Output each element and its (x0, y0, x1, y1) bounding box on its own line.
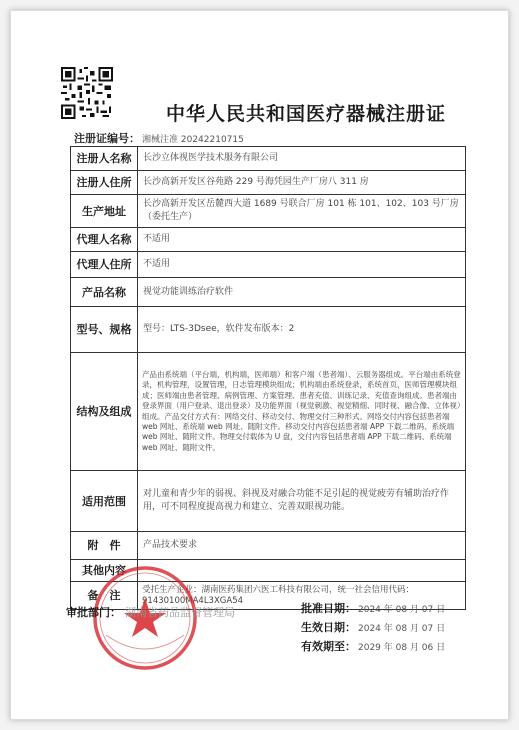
row-label: 注册人住所 (71, 171, 138, 195)
expiry-date-value: 2029 年 08 月 06 日 (358, 643, 446, 653)
certificate-dates (301, 600, 445, 657)
row-value: 长沙高新开发区岳麓西大道 1689 号联合厂房 101 栋 101、102、103 号厂房（委托生产） (138, 195, 466, 228)
row-label: 适用范围 (71, 471, 138, 532)
approval-department-label: 审批部门： (66, 606, 121, 619)
approval-department-value: 湖南省药品监督管理局 (125, 606, 235, 619)
row-value: 对儿童和青少年的弱视、斜视及对融合功能不足引起的视觉疲劳有辅助治疗作用，可不同程度提高视力和建立、完善双眼视功能。 (138, 471, 466, 532)
table-row (71, 471, 466, 532)
row-label: 产品名称 (71, 278, 138, 307)
certificate-title: 中华人民共和国医疗器械注册证 (165, 103, 446, 125)
row-label: 型号、规格 (71, 307, 138, 353)
row-label: 结构及组成 (71, 353, 138, 471)
row-label: 其他内容 (71, 560, 138, 582)
table-row (71, 307, 466, 353)
approval-date-label: 批准日期： (301, 602, 356, 615)
row-label: 代理人住所 (71, 252, 138, 278)
row-value: 长沙立体视医学技术服务有限公司 (138, 147, 466, 171)
row-value: 不适用 (138, 228, 466, 252)
registration-number-value: 湘械注准 20242210715 (142, 135, 244, 145)
table-row (71, 278, 466, 307)
row-label: 备 注 (71, 582, 138, 610)
row-label: 附 件 (71, 532, 138, 560)
row-value: 产品技术要求 (138, 532, 466, 560)
table-row (71, 228, 466, 252)
expiry-date (301, 638, 445, 657)
row-label: 代理人名称 (71, 228, 138, 252)
approval-date (301, 600, 445, 619)
registration-number (74, 130, 244, 146)
row-value: 型号：LTS-3Dsee，软件发布版本：2 (138, 307, 466, 353)
row-label: 生产地址 (71, 195, 138, 228)
effective-date-label: 生效日期： (301, 621, 356, 634)
row-value: 受托生产企业：湖南医药集团六医工科技有限公司，统一社会信用代码：91430100MA4L3XGA54 (138, 582, 466, 610)
row-value: 视觉功能训练治疗软件 (138, 278, 466, 307)
certificate-table (70, 146, 466, 610)
row-label: 注册人名称 (71, 147, 138, 171)
table-row (71, 147, 466, 171)
table-row (71, 252, 466, 278)
expiry-date-label: 有效期至： (301, 640, 356, 653)
registration-number-label: 注册证编号： (74, 132, 140, 145)
table-row (71, 195, 466, 228)
effective-date-value: 2024 年 08 月 07 日 (358, 624, 446, 634)
row-value: 长沙高新开发区谷苑路 229 号海凭园生产厂房八 311 房 (138, 171, 466, 195)
effective-date (301, 619, 445, 638)
approval-department (66, 604, 235, 620)
row-value: 产品由系统端（平台端，机构端，医师端）和客户端（患者端）、云服务器组成。平台端由系统登录，机构管理，设置管理，日志管理模块组成；机构端由系统登录，系统首页，医师管理模块组成；医师端由患者管理、病例管理、方案管理、患者充值、训练记录、充值查询组成。患者端由登录界面（用户登录、退出登录）及功能界面（视觉刺激、视觉精细、同时视、融合像、立体视）组成。产品交付方式有：网络交付、移动交付、物理交付三种形式。网络交付内容包括患者端 web 网址、系统端 web 网址、随附文件。移动交付内容包括患者端 APP 下载二维码、系统端 web 网址、随附文件。物理交付载体为 U 盘，交付内容包括患者端 APP 下载二维码、系统端 web 网址、随附文件。 (138, 353, 466, 471)
table-row (71, 171, 466, 195)
table-row (71, 532, 466, 560)
approval-date-value: 2024 年 08 月 07 日 (358, 605, 446, 615)
row-value: 不适用 (138, 252, 466, 278)
table-row (71, 353, 466, 471)
